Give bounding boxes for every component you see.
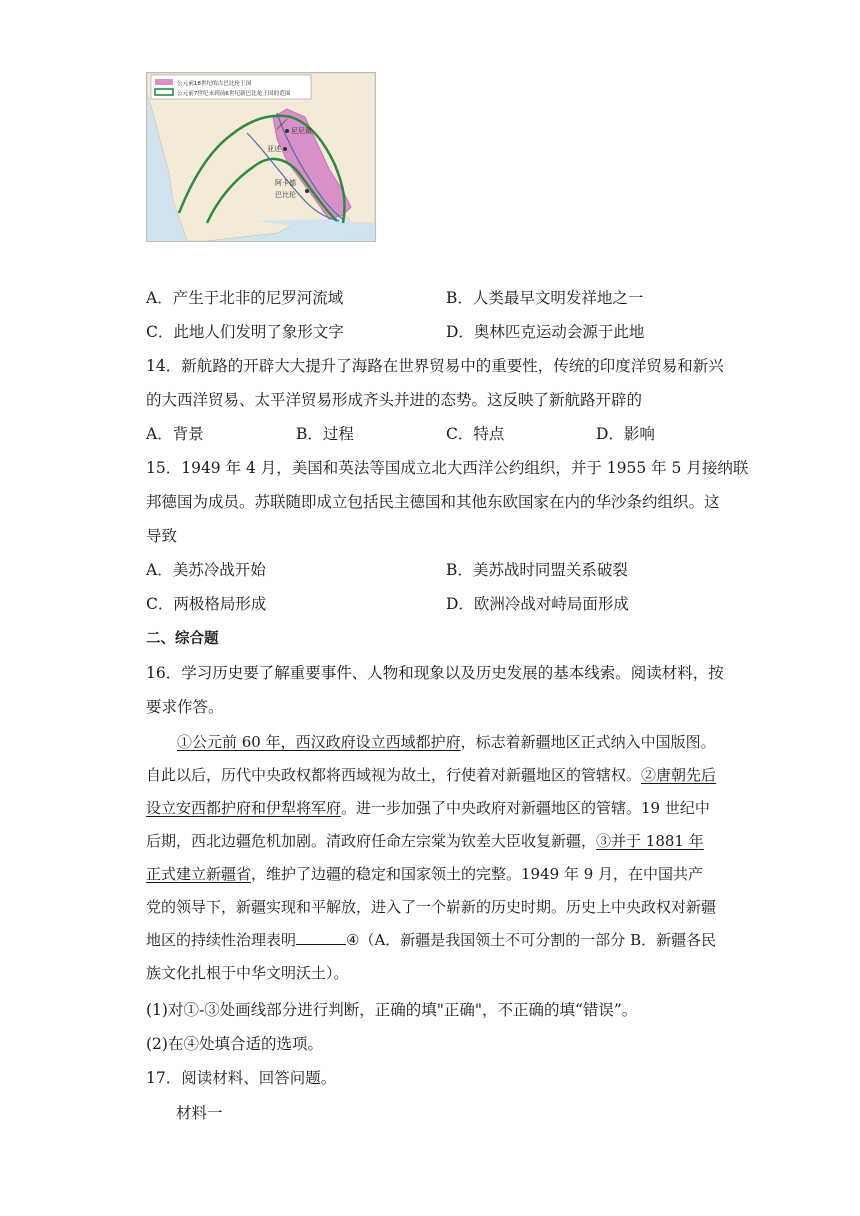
q15-option-d: D．欧洲冷战对峙局面形成 <box>446 595 629 613</box>
q15-stem-line-2: 邦德国为成员。苏联随即成立包括民主德国和其他东欧国家在内的华沙条约组织。这 <box>146 493 720 511</box>
legend-text-boundary: 公元前7世纪末到前6世纪新巴比伦王国的范围 <box>177 91 291 97</box>
q17-material-label: 材料一 <box>176 1104 223 1122</box>
q13-option-c: C．此地人们发明了象形文字 <box>146 323 344 341</box>
q15-option-a: A．美苏冷战开始 <box>146 561 266 579</box>
label-nineveh: 尼尼微 <box>291 127 312 135</box>
q16-stem-line-2: 要求作答。 <box>146 698 224 716</box>
q13-option-d: D．奥林匹克运动会源于此地 <box>446 323 645 341</box>
q14-option-b: B．过程 <box>296 425 354 443</box>
q15-option-c: C．两极格局形成 <box>146 595 267 613</box>
q14-stem-line-2: 的大西洋贸易、太平洋贸易形成齐头并进的态势。这反映了新航路开辟的 <box>146 391 643 409</box>
nineveh-marker <box>285 129 289 133</box>
babylon-marker <box>305 189 309 193</box>
q16-claim-1: ①公元前 60 年，西汉政府设立西域都护府 <box>177 733 461 751</box>
q16-material-text-2: 。进一步加强了中央政府对新疆地区的管辖。19 世纪中后期，西北边疆危机加剧。清政府任命左宗棠为钦差大臣收复新疆， <box>146 799 710 850</box>
map-figure <box>146 72 376 242</box>
q17-stem: 17．阅读材料、回答问题。 <box>146 1069 337 1087</box>
label-akkad: 阿卡德 <box>275 179 296 187</box>
q14-stem-line-1: 14．新航路的开辟大大提升了海路在世界贸易中的重要性，传统的印度洋贸易和新兴 <box>146 357 724 375</box>
q16-claim-2: ②唐朝先后设立安西都护府和伊犁将军府 <box>146 766 717 817</box>
q16-material-text-3: ，维护了边疆的稳定和国家领土的完整。1949 年 9 月，在中国共产党的领导下，新疆实现和平解放，进入了一个崭新的历史时期。历史上中央政权对新疆地区的持续性治理表明 <box>146 865 717 949</box>
q16-material-text-1: ，标志着新疆地区正式纳入中国版图。自此以后，历代中央政权都将西域视为故土，行使着对新疆地区的管辖权。 <box>146 733 716 784</box>
q14-option-a: A．背景 <box>146 425 204 443</box>
q14-option-c: C．特点 <box>446 425 505 443</box>
q16-stem-line-1: 16．学习历史要了解重要事件、人物和现象以及历史发展的基本线索。阅读材料，按 <box>146 664 724 682</box>
q16-answer-blank[interactable] <box>296 930 346 945</box>
q16-material <box>146 726 718 990</box>
q15-stem-line-1: 15．1949 年 4 月，美国和英法等国成立北大西洋公约组织，并于 1955 年 5 月接纳联 <box>146 459 749 477</box>
q15-option-b: B．美苏战时同盟关系破裂 <box>446 561 628 579</box>
legend-swatch-kingdom <box>155 79 173 85</box>
q14-option-d: D．影响 <box>596 425 655 443</box>
assur-marker <box>283 147 287 151</box>
q13-option-a: A．产生于北非的尼罗河流域 <box>146 289 344 307</box>
q16-claim-3: ③并于 1881 年正式建立新疆省 <box>146 832 704 883</box>
label-babylon: 巴比伦 <box>275 191 296 199</box>
section-title: 二、综合题 <box>146 631 219 647</box>
q13-option-b: B．人类最早文明发祥地之一 <box>446 289 644 307</box>
q16-choice-text: ④（A．新疆是我国领土不可分割的一部分 B．新疆各民族文化扎根于中华文明沃土）。 <box>146 931 717 982</box>
babylon-map <box>147 73 375 241</box>
legend-text-kingdom: 公元前18世纪的古巴比伦王国 <box>177 81 252 87</box>
q16-subquestion-1: (1)对①-③处画线部分进行判断，正确的填"正确"，不正确的填“错误”。 <box>146 1001 638 1019</box>
q16-subquestion-2: (2)在④处填合适的选项。 <box>146 1035 323 1053</box>
q15-stem-line-3: 导致 <box>146 527 178 545</box>
label-assur: 亚述 <box>267 145 281 153</box>
